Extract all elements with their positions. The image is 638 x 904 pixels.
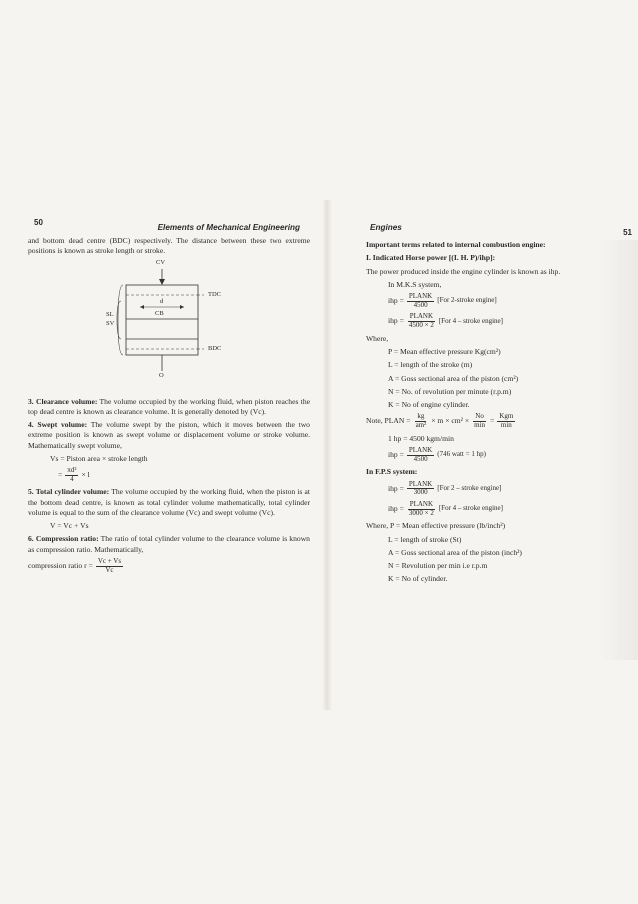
mks-label: In M.K.S system, (388, 279, 442, 289)
plan-note-n1: kg (417, 412, 425, 421)
ihp-formula-5-num: PLANK (409, 499, 434, 508)
ihp-formula-3-num: PLANK (408, 445, 433, 454)
total-volume-paragraph (28, 487, 310, 518)
ihp-formula-4-num: PLANK (408, 479, 433, 488)
total-volume-text: The volume occupied by the working fluid, when the piston is at the bottom dead centre, is known as total cylinder volume mathematically, total cylinder volume is equal to the sum of the clearance volume (Vc) and swept volume (Vc). (28, 487, 310, 517)
plan-note-d3: min (500, 420, 512, 429)
def-item: L = length of the stroke (m) (388, 360, 473, 370)
def-item: K = No of engine cylinder. (388, 400, 470, 409)
ihp-formula-4-note: [For 2 – stroke engine] (437, 483, 502, 492)
right-page (366, 218, 632, 688)
ihp-formula-4 (366, 481, 632, 497)
compression-ratio-text: The ratio of total cylinder volume to the clearance volume is known as compression ratio. Mathematically, (28, 534, 310, 554)
plan-note-d1: am² (415, 420, 427, 429)
d-label: d (160, 297, 164, 305)
swept-volume-text: The volume swept by the piston, which it moves between the two extreme position is known as swept volume or displacement volume or stroke volume. Mathematically swept volume, (28, 420, 310, 450)
def-item: P = Mean effective pressure Kg(cm²) (388, 347, 501, 356)
left-page (28, 218, 310, 688)
left-running-title: Elements of Mechanical Engineering (157, 223, 300, 232)
total-volume-formula: V = Vc + Vs (50, 521, 89, 531)
cylinder-drawing (28, 258, 310, 391)
book-gutter (322, 200, 332, 710)
ihp-formula-1-note: [For 2-stroke engine] (437, 296, 497, 305)
plan-note-frac-3 (497, 413, 515, 429)
clearance-volume-text: The volume occupied by the working fluid, when piston reaches the top dead centre is known as clearance volume. It is generally denoted by (Vc). (28, 396, 310, 416)
swept-formula-1: Vs = Piston area × stroke length (50, 453, 148, 463)
ihp-formula-4-fraction (407, 481, 434, 497)
def2-item: A = Goss sectional area of the piston (inch²) (388, 547, 522, 557)
ihp-formula-2-note: [For 4 – stroke engine] (438, 316, 503, 325)
intro-paragraph: and bottom dead centre (BDC) respectively. The distance between these two extreme positions is known as stroke length or stroke. (28, 236, 310, 256)
ihp-formula-2-num: PLANK (409, 312, 434, 321)
swept-formula-2 (28, 467, 310, 483)
plan-note-frac-2 (472, 413, 487, 429)
right-page-number: 51 (623, 228, 632, 237)
tdc-label: TDC (208, 290, 221, 298)
plan-note-n3: Kgm (499, 412, 514, 421)
swept-formula-2-fraction (65, 467, 78, 483)
def2-item: K = No of cylinder. (388, 574, 448, 584)
compression-ratio-heading: 6. Compression ratio: (28, 534, 99, 544)
right-header (366, 218, 632, 237)
plan-note-mid: × m × cm² × (431, 416, 470, 426)
fps-heading: In F.P.S system: (366, 467, 418, 477)
where-label: Where, (366, 333, 389, 343)
compression-ratio-paragraph (28, 534, 310, 555)
clearance-volume-heading: 3. Clearance volume: (28, 396, 98, 406)
left-header (28, 218, 310, 232)
engine-cylinder-diagram (28, 258, 310, 391)
swept-volume-heading: 4. Swept volume: (28, 420, 88, 429)
def-item: A = Goss sectional area of the piston (cm²) (388, 373, 519, 383)
ihp-formula-3 (366, 447, 632, 463)
ihp-formula-1-lhs: ihp = (388, 296, 404, 306)
compression-ratio-num: Vc + Vs (97, 556, 122, 565)
hp-equivalence: 1 hp = 4500 kgm/min (388, 433, 454, 443)
def-item: N = No. of revolution per minute (r.p.m) (388, 386, 512, 396)
ihp-formula-5-den: 3000 × 2 (408, 508, 434, 517)
ihp-formula-3-lhs: ihp = (388, 449, 404, 459)
ihp-formula-1-fraction (407, 293, 434, 309)
ihp-formula-3-fraction (407, 447, 434, 463)
ihp-formula-5-lhs: ihp = (388, 503, 404, 513)
ihp-formula-2-fraction (407, 313, 436, 329)
left-page-number: 50 (34, 218, 43, 227)
o-label: O (159, 371, 164, 379)
swept-volume-paragraph (28, 420, 310, 451)
swept-formula-2-num: πd² (67, 466, 77, 474)
clearance-volume-paragraph (28, 397, 310, 418)
terms-title: Important terms related to internal combustion engine: (366, 240, 546, 249)
sv-label: SV (106, 319, 115, 327)
compression-ratio-formula (28, 558, 310, 574)
ihp-formula-3-note: (746 watt = 1 hp) (437, 450, 486, 459)
ihp-formula-5-fraction (407, 501, 436, 517)
def2-item: L = length of stroke (St) (388, 534, 462, 544)
ihp-text: The power produced inside the engine cylinder is known as ihp. (366, 266, 561, 276)
compression-ratio-fraction (96, 558, 123, 574)
ihp-formula-1 (366, 293, 632, 309)
bdc-label: BDC (208, 344, 222, 352)
plan-note-formula (366, 413, 632, 429)
ihp-formula-2-den: 4500 × 2 (408, 321, 434, 330)
swept-formula-2-den: 4 (70, 474, 74, 483)
ihp-formula-1-num: PLANK (408, 292, 433, 300)
ihp-formula-5-note: [For 4 – stroke engine] (438, 504, 503, 513)
right-running-title: Engines (370, 223, 402, 232)
plan-note-n2: No (475, 412, 484, 421)
ihp-formula-1-den: 4500 (413, 300, 428, 309)
plan-note-prefix: Note, PLAN = (366, 416, 411, 426)
total-volume-heading: 5. Total cylinder volume: (28, 487, 110, 497)
plan-note-frac-1 (414, 413, 429, 429)
ihp-formula-3-den: 4500 (413, 454, 428, 463)
where-fps-label: Where, P = Mean effective pressure (lb/inch²) (366, 521, 506, 531)
compression-ratio-label: compression ratio r = (28, 560, 93, 570)
sl-label: SL (106, 310, 114, 318)
ihp-formula-2-lhs: ihp = (388, 316, 404, 326)
cb-label: CB (155, 309, 164, 317)
ihp-formula-4-den: 3000 (413, 488, 428, 497)
plan-note-eq: = (490, 416, 495, 426)
swept-formula-2-suffix: × l (81, 470, 90, 480)
ihp-formula-2 (366, 313, 632, 329)
cv-label: CV (156, 258, 166, 266)
compression-ratio-den: Vc (105, 565, 114, 574)
def2-item: N = Revolution per min i.e r.p.m (388, 561, 488, 570)
ihp-formula-4-lhs: ihp = (388, 483, 404, 493)
plan-note-d2: min (474, 420, 486, 429)
ihp-formula-5 (366, 501, 632, 517)
swept-formula-2-prefix: = (58, 470, 63, 480)
ihp-heading: I. Indicated Horse power [(I. H. P)/ihp]: (366, 253, 496, 263)
